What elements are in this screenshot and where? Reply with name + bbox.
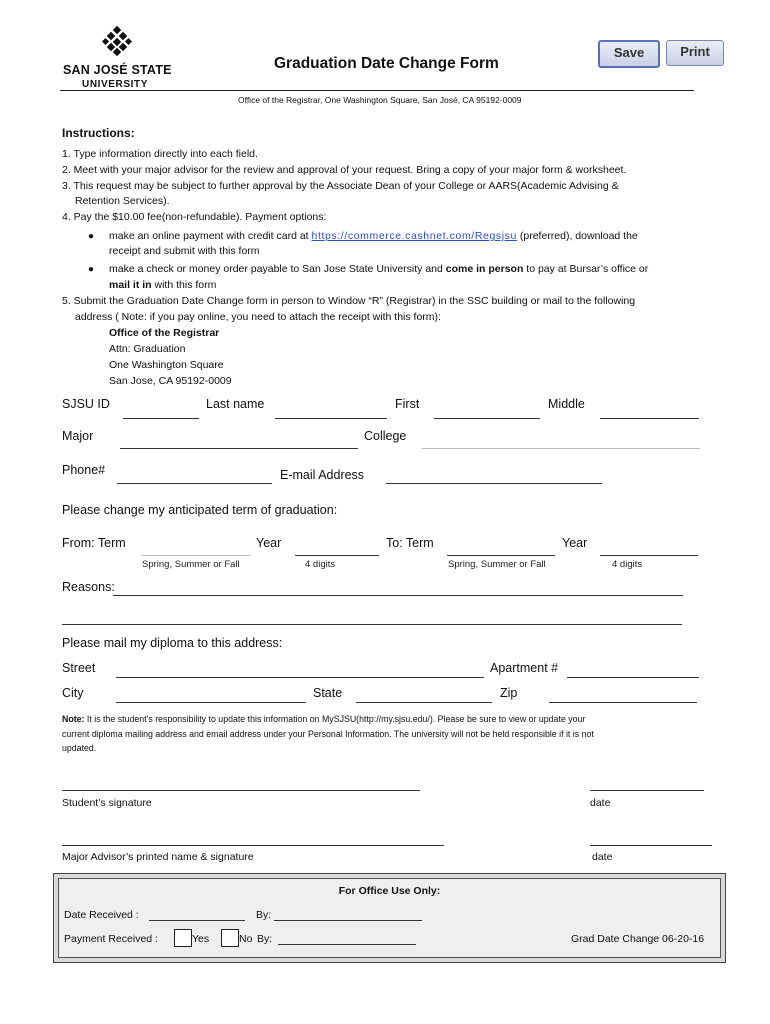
last-name-field[interactable] [275,418,387,419]
payment-by-label: By: [257,933,273,945]
city-label: City [62,686,84,700]
email-label: E-mail Address [280,468,365,482]
apartment-label: Apartment # [490,661,559,675]
payment-yes-label: Yes [192,933,210,945]
email-field[interactable] [386,483,602,484]
major-field[interactable] [120,448,358,449]
middle-name-label: Middle [548,397,585,411]
instruction-5a: 5. Submit the Graduation Date Change form in person to Window “R” (Registrar) in the SSC building or mail to the following [62,295,636,307]
header-rule [60,90,694,91]
to-year-label: Year [562,536,588,550]
mailing-address-line2: Attn: Graduation [109,343,186,355]
mailing-address-line1: Office of the Registrar [109,327,220,339]
from-year-field[interactable] [295,555,379,556]
first-name-field[interactable] [434,418,540,419]
from-term-hint: Spring, Summer or Fall [142,559,240,570]
from-year-label: Year [256,536,282,550]
office-use-inner [58,878,721,958]
payment-by-field[interactable] [278,944,416,945]
college-field[interactable] [422,448,700,449]
student-date-field[interactable] [590,790,704,791]
payment-no-label: No [239,933,253,945]
instruction-2: 2. Meet with your major advisor for the review and approval of your request. Bring a copy of your major form & worksheet. [62,164,627,176]
middle-name-field[interactable] [600,418,699,419]
advisor-date-field[interactable] [590,845,712,846]
to-term-label: To: Term [386,536,434,550]
university-logo [60,26,180,90]
instructions-heading: Instructions: [62,126,135,140]
street-field[interactable] [116,677,484,678]
apartment-field[interactable] [567,677,699,678]
instruction-1: 1. Type information directly into each field. [62,148,258,160]
payment-online-text: make an online payment with credit card at [109,230,312,242]
student-signature-field[interactable] [62,790,420,791]
office-use-box [53,873,726,963]
to-year-hint: 4 digits [612,559,643,570]
student-date-label: date [590,797,611,809]
reasons-field-line2[interactable] [62,624,682,625]
phone-label: Phone# [62,463,106,477]
come-in-person-text: come in person [445,263,524,275]
from-year-hint: 4 digits [305,559,336,570]
payment-option-online-b: receipt and submit with this form [109,245,260,257]
zip-label: Zip [500,686,518,700]
student-signature-label: Student’s signature [62,797,152,809]
mailing-address-line4: San Jose, CA 95192-0009 [109,375,232,387]
logo-emblem-icon [102,26,132,56]
from-term-label: From: Term [62,536,126,550]
mail-it-in-text: mail it in [109,279,152,291]
save-button[interactable]: Save [598,40,660,68]
payment-inperson-post: to pay at Bursar’s office or [523,263,649,275]
last-name-label: Last name [206,397,265,411]
payment-no-checkbox[interactable] [221,929,239,947]
term-heading: Please change my anticipated term of graduation: [62,503,338,517]
university-name: SAN JOSÉ STATE [63,63,172,77]
payment-inperson-text: make a check or money order payable to San Jose State University and [109,263,446,275]
instruction-5b: address ( Note: if you pay online, you need to attach the receipt with this form): [75,311,441,323]
street-label: Street [62,661,96,675]
advisor-signature-field[interactable] [62,845,444,846]
instruction-3b: Retention Services). [75,195,170,207]
date-received-field[interactable] [149,920,245,921]
payment-received-label: Payment Received : [64,933,158,945]
city-field[interactable] [116,702,306,703]
note-text-b: current diploma mailing address and email address under your Personal Information. The university will not be held responsible if it is not [62,728,594,739]
to-term-hint: Spring, Summer or Fall [448,559,546,570]
bullet-dot-2: ● [88,264,95,275]
from-term-field[interactable] [142,555,250,556]
received-by-label: By: [256,909,272,921]
to-term-field[interactable] [447,555,555,556]
phone-field[interactable] [117,483,272,484]
payment-yes-checkbox[interactable] [174,929,192,947]
office-use-heading: For Office Use Only: [338,885,441,897]
mailing-address-line3: One Washington Square [109,359,224,371]
advisor-date-label: date [592,851,613,863]
note-text-a: It is the student’s responsibility to update this information on MySJSU(http://my.sjsu.edu/). Please be sure to view or update your [84,714,586,724]
cashnet-link[interactable]: https://commerce.cashnet.com/Regsjsu [311,230,517,242]
advisor-signature-label: Major Advisor’s printed name & signature [62,851,254,863]
instruction-3a: 3. This request may be subject to further approval by the Associate Dean of your College or AARS(Academic Advising & [62,180,619,192]
note-text-c: updated. [62,743,97,753]
payment-option-online [109,229,638,245]
received-by-field[interactable] [274,920,422,921]
note-label: Note: [62,714,85,724]
payment-online-post: (preferred), download the [516,230,638,242]
payment-option-inperson-b [109,278,216,294]
registrar-address: Office of the Registrar, One Washington Square, San José, CA 95192-0009 [238,95,522,105]
form-title: Graduation Date Change Form [274,55,499,72]
state-label: State [313,686,343,700]
sjsu-id-field[interactable] [123,418,199,419]
reasons-field-line1[interactable] [113,595,683,596]
date-received-label: Date Received : [64,909,139,921]
form-version-code: Grad Date Change 06-20-16 [571,933,705,945]
instruction-4: 4. Pay the $10.00 fee(non-refundable). Payment options: [62,211,327,223]
mail-it-in-post: with this form [151,279,217,291]
university-subname: UNIVERSITY [82,79,149,90]
sjsu-id-label: SJSU ID [62,397,110,411]
responsibility-note [62,712,594,756]
payment-option-inperson [109,262,648,278]
print-button[interactable]: Print [666,40,724,66]
college-label: College [364,429,407,443]
reasons-label: Reasons: [62,580,115,594]
zip-field[interactable] [549,702,697,703]
major-label: Major [62,429,94,443]
state-field[interactable] [356,702,492,703]
to-year-field[interactable] [600,555,698,556]
bullet-dot-1: ● [88,231,95,242]
mail-heading: Please mail my diploma to this address: [62,636,283,650]
first-name-label: First [395,397,420,411]
